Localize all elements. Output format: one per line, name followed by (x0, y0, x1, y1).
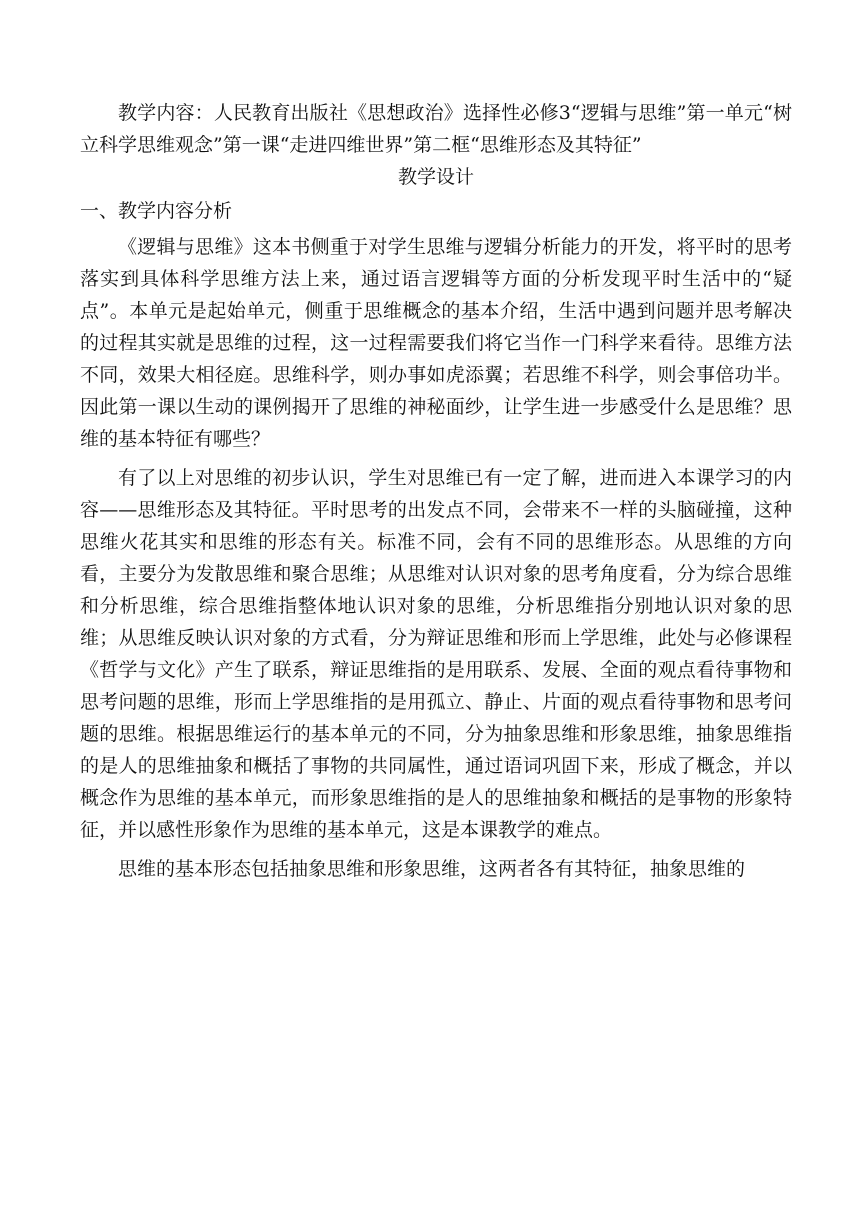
paragraph: 思维的基本形态包括抽象思维和形象思维，这两者各有其特征，抽象思维的 (118, 858, 746, 880)
paragraph: 《逻辑与思维》这本书侧重于对学生思维与逻辑分析能力的开发，将平时的思考落实到具体科学思维方法上来，通过语言逻辑等方面的分析发现平时生活中的“疑点”。本单元是起始单元，侧重于思维概念的基本介绍，生活中遇到问题并思考解决的过程其实就是思维的过程，这一过程需要我们将它当作一门科学来看待。思维方法不同，效果大相径庭。思维科学，则办事如虎添翼；若思维不科学，则会事倍功半。因此第一课以生动的课例揭开了思维的神秘面纱，让学生进一步感受什么是思维？思维的基本特征有哪些？ (80, 236, 792, 450)
document-title-end: 教学设计 (397, 166, 474, 188)
document-page (80, 97, 792, 892)
paragraph: 有了以上对思维的初步认识，学生对思维已有一定了解，进而进入本课学习的内容——思维形态及其特征。平时思考的出发点不同，会带来不一样的头脑碰撞，这种思维火花其实和思维的形态有关。标准不同，会有不同的思维形态。从思维的方向看，主要分为发散思维和聚合思维；从思维对认识对象的思考角度看，分为综合思维和分析思维，综合思维指整体地认识对象的思维，分析思维指分别地认识对象的思维；从思维反映认识对象的方式看，分为辩证思维和形而上学思维，此处与必修课程《哲学与文化》产生了联系，辩证思维指的是用联系、发展、全面的观点看待事物和思考问题的思维，形而上学思维指的是用孤立、静止、片面的观点看待事物和思考问题的思维。根据思维运行的基本单元的不同，分为抽象思维和形象思维，抽象思维指的是人的思维抽象和概括了事物的共同属性，通过语词巩固下来，形成了概念，并以概念作为思维的基本单元，而形象思维指的是人的思维抽象和概括的是事物的形象特征，并以感性形象作为思维的基本单元，这是本课教学的难点。 (80, 467, 792, 841)
section-heading: 一、教学内容分析 (80, 200, 233, 222)
document-title: 教学内容：人民教育出版社《思想政治》选择性必修3“逻辑与思维”第一单元“树立科学思维观念”第一课“走进四维世界”第二框“思维形态及其特征” (80, 102, 792, 156)
